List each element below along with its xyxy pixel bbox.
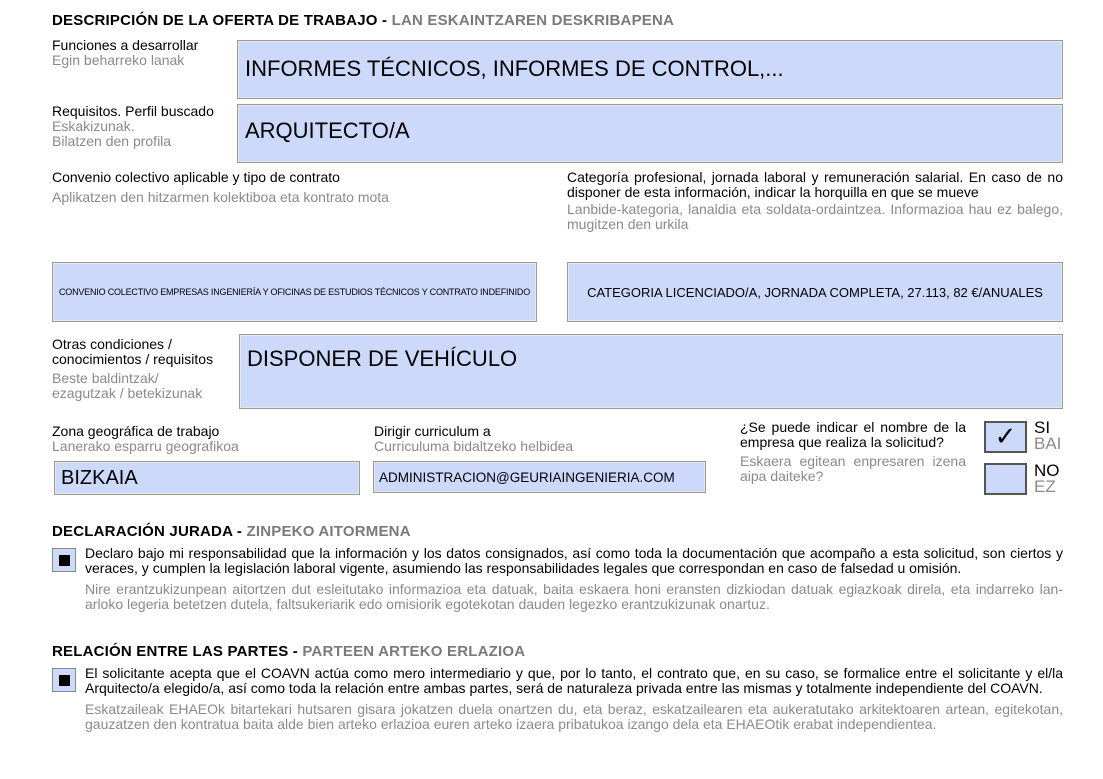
nombre-empresa-question-es: ¿Se puede indicar el nombre de la empresa que realiza la solicitud? [740, 419, 966, 450]
relacion-text-es: El solicitante acepta que el COAVN actúa como mero intermediario y que, por lo tanto, el contrato que, en su caso, se formalice entre el solicitante y el/la Arquitecto/a elegido/a, así como toda la relación entre ambas partes, será de naturaleza privada entre las mismas y totalmente independiente del COAVN. [85, 665, 1063, 696]
curriculum-label-es: Dirigir curriculum a [374, 423, 491, 439]
categoria-field[interactable] [567, 262, 1063, 322]
curriculum-label [374, 424, 573, 454]
categoria-value: CATEGORIA LICENCIADO/A, JORNADA COMPLETA, 27.113, 82 €/ANUALES [587, 285, 1043, 300]
requisitos-label-eu-2: Bilatzen den profila [52, 133, 172, 149]
curriculum-field[interactable] [373, 461, 706, 493]
otras-field[interactable] [239, 334, 1063, 409]
otras-label-es-1: Otras condiciones / [52, 336, 172, 352]
si-label-es: SI [1034, 418, 1051, 437]
heading-sep: - [232, 523, 247, 540]
convenio-value: CONVENIO COLECTIVO EMPRESAS INGENIERÍA Y OFICINAS DE ESTUDIOS TÉCNICOS Y CONTRATO INDEFINIDO [58, 287, 531, 297]
heading-eu: LAN ESKAINTZAREN DESKRIBAPENA [391, 12, 675, 29]
heading-eu: PARTEEN ARTEKO ERLAZIOA [302, 643, 526, 660]
funciones-label [52, 38, 198, 68]
heading-eu: ZINPEKO AITORMENA [246, 523, 411, 540]
section-heading-oferta [52, 12, 674, 29]
zona-label [52, 424, 239, 454]
otras-label-es-2: conocimientos / requisitos [52, 351, 214, 367]
si-label-eu: BAI [1034, 434, 1062, 453]
zona-label-eu: Lanerako esparru geografikoa [52, 438, 239, 454]
relacion-checkbox[interactable] [52, 668, 76, 692]
funciones-value: INFORMES TÉCNICOS, INFORMES DE CONTROL,... [245, 56, 784, 81]
checked-square-icon [59, 555, 70, 566]
si-label [1034, 420, 1061, 452]
no-label-es: NO [1034, 461, 1060, 480]
requisitos-value: ARQUITECTO/A [245, 118, 410, 143]
categoria-label-es: Categoría profesional, jornada laboral y remuneración salarial. En caso de no disponer de esta información, indicar la horquilla en que se mueve [567, 169, 1063, 200]
funciones-field[interactable] [237, 40, 1063, 99]
declaracion-text [85, 546, 1063, 612]
curriculum-value: ADMINISTRACION@GEURIAINGENIERIA.COM [379, 470, 675, 485]
no-checkbox[interactable] [984, 463, 1027, 495]
otras-label [52, 337, 213, 401]
otras-label-eu-2: ezagutzak / betekizunak [52, 385, 203, 401]
requisitos-label-eu-1: Eskakizunak. [52, 118, 135, 134]
categoria-label-eu: Lanbide-kategoria, lanaldia eta soldata-ordaintzea. Informazioa hau ez balego, mugitzen den urkila [567, 201, 1063, 232]
heading-sep: - [288, 643, 303, 660]
requisitos-label-es: Requisitos. Perfil buscado [52, 103, 214, 119]
convenio-field[interactable] [52, 262, 537, 322]
no-label-eu: EZ [1034, 477, 1056, 496]
no-label [1034, 463, 1060, 495]
convenio-label-eu: Aplikatzen den hitzarmen kolektiboa eta kontrato mota [52, 189, 389, 205]
heading-es: RELACIÓN ENTRE LAS PARTES [52, 643, 289, 660]
requisitos-label [52, 104, 214, 149]
otras-label-eu-1: Beste baldintzak/ [52, 370, 159, 386]
nombre-empresa-question [740, 420, 966, 484]
declaracion-text-es: Declaro bajo mi responsabilidad que la información y los datos consignados, así como toda la documentación que acompaño a esta solicitud, son ciertos y veraces, y cumplen la legislación laboral vigente, asumiendo las responsabilidades legales que correspondan en caso de falsedad u omisión. [85, 545, 1063, 576]
checked-square-icon [59, 675, 70, 686]
nombre-empresa-question-eu: Eskaera egitean enpresaren izena aipa daiteke? [740, 453, 966, 484]
heading-es: DESCRIPCIÓN DE LA OFERTA DE TRABAJO [52, 12, 378, 29]
section-heading-declaracion [52, 523, 411, 540]
convenio-label [52, 170, 532, 205]
relacion-text [85, 666, 1063, 732]
relacion-text-eu: Eskatzaileak EHAEOk bitartekari hutsaren gisara jokatzen duela onartzen du, eta beraz, eskatzailearen eta aukeratutako arkitektoaren artean, egitekotan, gauzatzen den kontratua baita alde bien arteko erlazioa euren arteko izaera pribatukoa izango dela eta EHAEOtik erabat independientea. [85, 701, 1063, 732]
si-checkbox[interactable] [984, 421, 1027, 453]
zona-value: BIZKAIA [61, 467, 138, 489]
heading-sep: - [377, 12, 392, 29]
categoria-label [567, 170, 1063, 232]
requisitos-field[interactable] [237, 104, 1063, 163]
check-icon: ✓ [994, 422, 1017, 452]
funciones-label-es: Funciones a desarrollar [52, 37, 199, 53]
section-heading-relacion [52, 643, 525, 660]
otras-value: DISPONER DE VEHÍCULO [247, 346, 518, 371]
convenio-label-es: Convenio colectivo aplicable y tipo de contrato [52, 169, 340, 185]
heading-es: DECLARACIÓN JURADA [52, 523, 233, 540]
zona-label-es: Zona geográfica de trabajo [52, 423, 220, 439]
zona-field[interactable] [54, 461, 360, 495]
declaracion-text-eu: Nire erantzukizunpean aitortzen dut esleitutako informazioa eta datuak, baita eskaera honi eransten dizkiodan datuak egiazkoak direla, eta indarreko lan-arloko legeria betetzen dutela, faltsukeriarik edo omisiorik egotekotan dauden legezko erantzukizunak onartuz. [85, 581, 1063, 612]
curriculum-label-eu: Curriculuma bidaltzeko helbidea [374, 438, 574, 454]
declaracion-checkbox[interactable] [52, 548, 76, 572]
funciones-label-eu: Egin beharreko lanak [52, 52, 185, 68]
